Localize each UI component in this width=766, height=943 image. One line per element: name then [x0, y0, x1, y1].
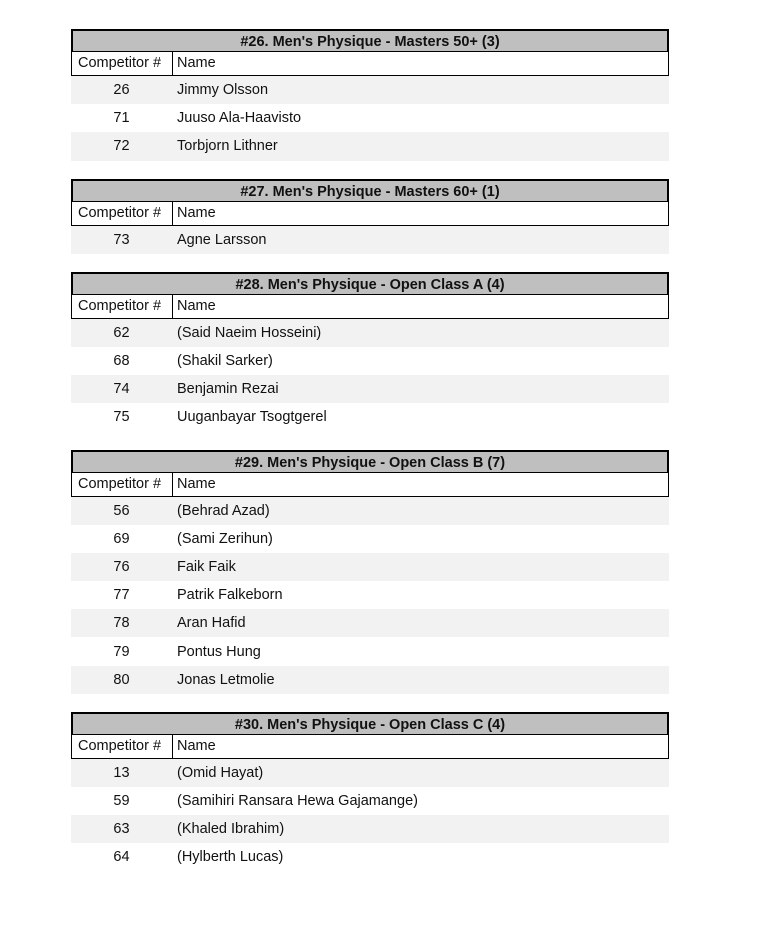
competitor-number: 59: [113, 793, 130, 810]
table-row: [71, 132, 669, 160]
category-title: #30. Men's Physique - Open Class C (4): [71, 712, 669, 735]
column-header-row: [71, 295, 669, 319]
table-row: [71, 787, 669, 815]
competitor-name: Pontus Hung: [177, 643, 261, 660]
column-header-row: [71, 473, 669, 497]
table-row: [71, 553, 669, 581]
table-row: [71, 815, 669, 843]
table-row: [71, 497, 669, 525]
category-section: [71, 450, 669, 694]
competitor-number-header: Competitor #: [72, 202, 173, 225]
name-header: Name: [177, 55, 216, 71]
column-header-row: [71, 52, 669, 76]
competitor-number: 72: [113, 138, 130, 155]
competitor-number: 79: [113, 643, 130, 660]
competitor-name: Faik Faik: [177, 558, 236, 575]
competitor-name: Patrik Falkeborn: [177, 587, 283, 604]
competitor-number: 63: [113, 821, 130, 838]
competitor-number: 26: [113, 82, 130, 99]
table-row: [71, 375, 669, 403]
competitor-name: (Behrad Azad): [177, 502, 270, 519]
competitor-name: (Omid Hayat): [177, 764, 264, 781]
competitor-number: 76: [113, 558, 130, 575]
competitor-number-header: Competitor #: [72, 295, 173, 318]
table-row: [71, 76, 669, 104]
table-row: [71, 319, 669, 347]
competitor-name: Aran Hafid: [177, 615, 246, 632]
competitor-number: 77: [113, 587, 130, 604]
competitor-number: 73: [113, 231, 130, 248]
competitor-name: Jonas Letmolie: [177, 671, 275, 688]
competitor-rows: [71, 76, 669, 161]
table-row: [71, 347, 669, 375]
competitor-rows: [71, 759, 669, 872]
competitor-name: Uuganbayar Tsogtgerel: [177, 409, 327, 426]
category-title: #28. Men's Physique - Open Class A (4): [71, 272, 669, 295]
competitor-rows: [71, 497, 669, 694]
competitor-name: (Khaled Ibrahim): [177, 821, 285, 838]
name-header: Name: [177, 204, 216, 221]
column-header-row: [71, 202, 669, 226]
competitor-rows: [71, 319, 669, 432]
competitor-number: 74: [113, 381, 130, 398]
category-section: [71, 712, 669, 872]
name-header: Name: [177, 297, 216, 314]
competitor-name: (Sami Zerihun): [177, 530, 273, 547]
competitor-rows: [71, 226, 669, 254]
name-header: Name: [177, 737, 216, 754]
table-row: [71, 637, 669, 665]
competitor-number-header: Competitor #: [72, 735, 173, 758]
competitor-number-header: Competitor #: [72, 52, 173, 75]
competitor-number: 80: [113, 671, 130, 688]
competitor-number: 13: [113, 764, 130, 781]
competitor-name: (Shakil Sarker): [177, 353, 273, 370]
table-row: [71, 581, 669, 609]
competitor-name: (Hylberth Lucas): [177, 849, 284, 866]
competitor-number: 64: [113, 849, 130, 866]
competitor-name: Benjamin Rezai: [177, 381, 279, 398]
competitor-number: 71: [113, 110, 130, 127]
competitor-number: 62: [113, 324, 130, 341]
competitor-name: (Said Naeim Hosseini): [177, 324, 322, 341]
table-row: [71, 609, 669, 637]
table-row: [71, 525, 669, 553]
competitor-name: Juuso Ala-Haavisto: [177, 110, 302, 127]
category-title: #29. Men's Physique - Open Class B (7): [71, 450, 669, 473]
table-row: [71, 403, 669, 431]
competitor-name: (Samihiri Ransara Hewa Gajamange): [177, 793, 418, 810]
column-header-row: [71, 735, 669, 759]
competitor-number: 56: [113, 502, 130, 519]
table-row: [71, 843, 669, 871]
table-row: [71, 759, 669, 787]
competitor-number-header: Competitor #: [72, 473, 173, 496]
competitor-number: 78: [113, 615, 130, 632]
category-section: [71, 272, 669, 432]
competitor-name: Jimmy Olsson: [177, 82, 269, 99]
category-title: #26. Men's Physique - Masters 50+ (3): [71, 29, 669, 52]
category-title: #27. Men's Physique - Masters 60+ (1): [71, 179, 669, 202]
table-row: [71, 104, 669, 132]
competitor-name: Agne Larsson: [177, 231, 267, 248]
category-section: [71, 179, 669, 254]
competitor-name: Torbjorn Lithner: [177, 138, 278, 155]
competitor-number: 75: [113, 409, 130, 426]
category-section: [71, 29, 669, 161]
name-header: Name: [177, 475, 216, 492]
table-row: [71, 666, 669, 694]
table-row: [71, 226, 669, 254]
competitor-number: 68: [113, 353, 130, 370]
competitor-number: 69: [113, 530, 130, 547]
